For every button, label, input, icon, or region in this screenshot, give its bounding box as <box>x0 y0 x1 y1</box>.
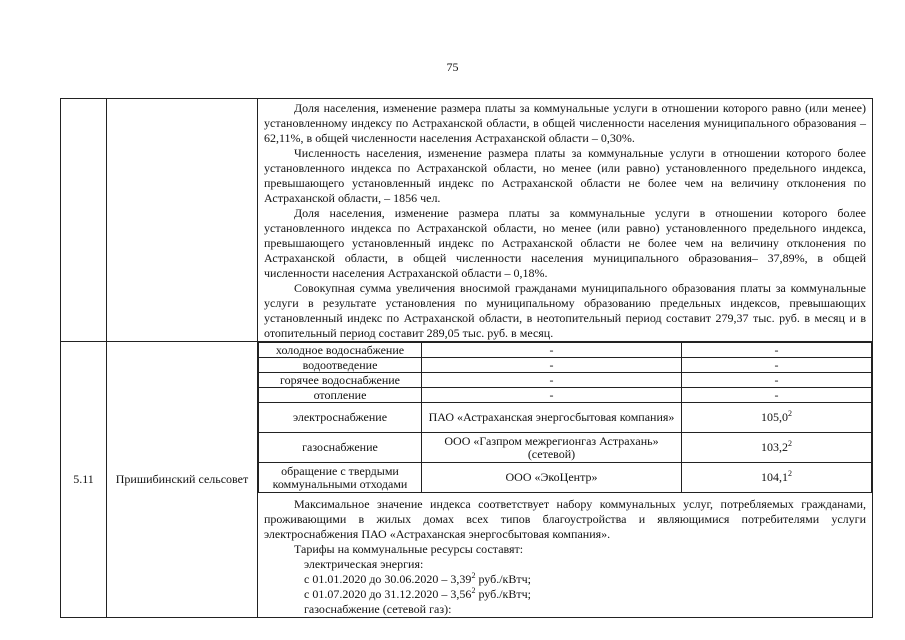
service-name: холодное водоснабжение <box>259 343 422 358</box>
service-organization: - <box>422 358 682 373</box>
footnote-mark: 2 <box>788 409 792 418</box>
service-index: 103,2$^2$ <box>682 433 872 463</box>
cell-name-empty <box>107 99 258 342</box>
footnote-mark: 2 <box>788 469 792 478</box>
paragraph: Совокупная сумма увеличения вносимой гражданами муниципального образования платы за коммунальные услуги в результате установления по муниципальному образованию предельных индексов, превышающих установленный индекс по Астраханской области, в неотопительный период составит 279,37 тыс. руб. в месяц и в отопительный период составит 289,05 тыс. руб. в месяц. <box>264 281 866 340</box>
service-organization: ООО «ЭкоЦентр» <box>422 463 682 493</box>
service-name: водоотведение <box>259 358 422 373</box>
services-table <box>258 342 872 493</box>
service-organization: - <box>422 373 682 388</box>
document-table <box>60 98 873 618</box>
service-name: газоснабжение <box>259 433 422 463</box>
service-name: горячее водоснабжение <box>259 373 422 388</box>
service-row <box>259 358 872 373</box>
paragraph: Численность населения, изменение размера платы за коммунальные услуги в отношении которого более установленного индекса по Астраханской области, но менее (или равно) установленного предельного индекса, превышающего установленный индекс по Астраханской области не более чем на величину отклонения по Астраханской области, – 1856 чел. <box>264 146 866 205</box>
service-row <box>259 463 872 493</box>
page-number: 75 <box>446 60 459 74</box>
municipality-name: Пришибинский сельсовет <box>107 342 258 618</box>
paragraph: Максимальное значение индекса соответствует набору коммунальных услуг, потребляемых гражданами, проживающими в жилых домах всех типов благоустройства и являющимися потребителями услуги электроснабжения ПАО «Астраханская энергосбытовая компания». <box>264 497 866 541</box>
service-index: - <box>682 373 872 388</box>
footnote-mark: 2 <box>788 439 792 448</box>
service-name: электроснабжение <box>259 403 422 433</box>
service-organization: ООО «Газпром межрегионгаз Астрахань» (сетевой) <box>422 433 682 463</box>
service-row <box>259 373 872 388</box>
service-name: обращение с твердыми коммунальными отходами <box>259 463 422 493</box>
paragraph: газоснабжение (сетевой газ): <box>304 602 452 616</box>
tariff-line: с 01.07.2020 до 31.12.2020 – 3,56$^2$ руб./кВтч; <box>304 586 532 601</box>
service-row <box>259 403 872 433</box>
service-name: отопление <box>259 388 422 403</box>
service-organization: ПАО «Астраханская энергосбытовая компания» <box>422 403 682 433</box>
service-index: - <box>682 358 872 373</box>
cell-services <box>258 342 873 618</box>
cell-text-previous <box>258 99 873 342</box>
service-row <box>259 343 872 358</box>
table-row-5-11 <box>61 342 873 618</box>
service-index: 105,0$^2$ <box>682 403 872 433</box>
service-row <box>259 433 872 463</box>
service-organization: - <box>422 388 682 403</box>
paragraph: электрическая энергия: <box>304 557 424 571</box>
paragraph: Тарифы на коммунальные ресурсы составят: <box>294 542 524 556</box>
service-row <box>259 388 872 403</box>
service-index: 104,1$^2$ <box>682 463 872 493</box>
row-number: 5.11 <box>61 342 107 618</box>
table-row-previous <box>61 99 873 342</box>
service-index: - <box>682 388 872 403</box>
service-index: - <box>682 343 872 358</box>
cell-number-empty <box>61 99 107 342</box>
paragraph: Доля населения, изменение размера платы за коммунальные услуги в отношении которого равно (или менее) установленному индексу по Астраханской области, в общей численности населения муниципального образования – 62,11%, в общей численности населения Астраханской области – 0,30%. <box>264 101 866 145</box>
paragraph: Доля населения, изменение размера платы за коммунальные услуги в отношении которого более установленного индекса по Астраханской области, но менее (или равно) установленного предельного индекса, превышающего установленный индекс по Астраханской области не более чем на величину отклонения по Астраханской области, в общей численности населения муниципального образования– 37,89%, в общей численности населения Астраханской области – 0,18%. <box>264 206 866 280</box>
tariff-line: с 01.01.2020 до 30.06.2020 – 3,39$^2$ руб./кВтч; <box>304 571 532 586</box>
service-organization: - <box>422 343 682 358</box>
tariff-text <box>258 493 872 617</box>
